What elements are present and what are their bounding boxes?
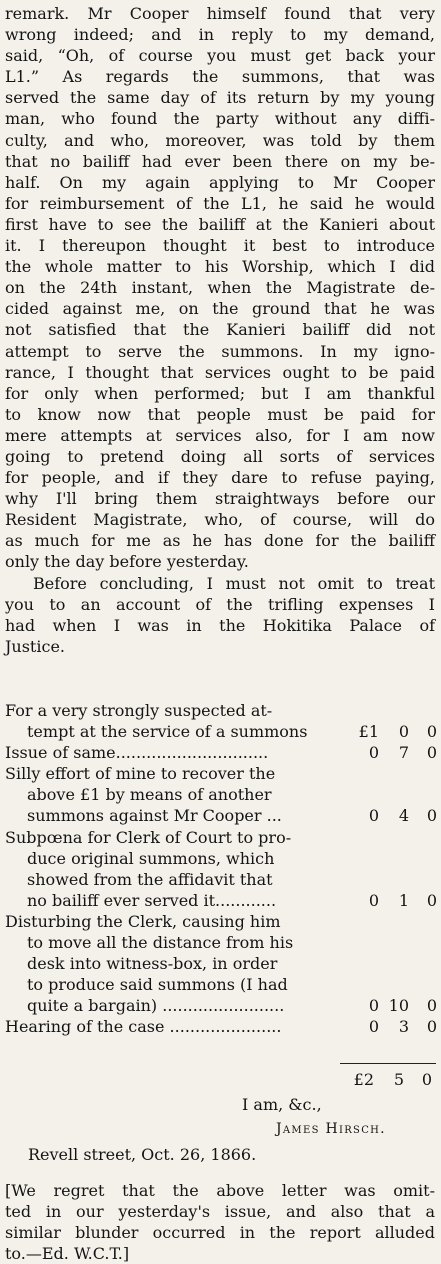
expense-pounds: 0 [368, 743, 379, 763]
letter-lines-line: rance, I thought that services ought to be paid [5, 362, 435, 382]
letter-lines-line: half. On my again applying to Mr Cooper [5, 172, 435, 192]
expense-pence: 0 [426, 996, 437, 1016]
letter-lines-line: for reimbursement of the L1, he said he would [5, 193, 435, 213]
letter-lines-line: mere attempts at services also, for I am now [5, 425, 435, 445]
signature: James Hirsch. [276, 1121, 386, 1137]
concluding-paragraph [5, 573, 435, 657]
expense-pounds: 0 [368, 890, 379, 910]
expense-line: quite a bargain) ........................ [27, 996, 285, 1016]
expense-item [5, 763, 437, 826]
letter-lines-line: as much for me as he has done for the bailiff [5, 531, 435, 551]
expense-amount [345, 742, 437, 763]
expense-shillings: 1 [398, 890, 409, 910]
note-lines-line: similar blunder occurred in the report alluded [5, 1223, 435, 1243]
total-rule [340, 1063, 436, 1064]
expense-item [5, 742, 437, 763]
expense-pence: 0 [426, 743, 437, 763]
expense-line: desk into witness-box, in order [27, 954, 278, 974]
expense-line: showed from the affidavit that [27, 869, 273, 889]
letter-lines-line: Resident Magistrate, who, of course, will do [5, 510, 435, 530]
expense-pounds: 0 [368, 1017, 379, 1037]
expense-line: above £1 by means of another [27, 785, 272, 805]
expense-line: For a very strongly suspected at- [5, 701, 273, 720]
closing-phrase: I am, &c., [242, 1095, 322, 1114]
expense-pounds: £1 [358, 722, 379, 742]
expense-shillings: 0 [398, 722, 409, 742]
editor-note [5, 1180, 435, 1264]
concluding-lines-line: Before concluding, I must not omit to treat [33, 574, 435, 593]
expense-pence: 0 [426, 806, 437, 826]
expense-item [5, 1016, 437, 1037]
expense-shillings: 10 [388, 996, 409, 1016]
letter-lines-line: served the same day of its return by my young [5, 88, 435, 108]
expense-line: Subpœna for Clerk of Court to pro- [5, 827, 292, 847]
letter-lines-line: culty, and who, moreover, was told by them [5, 130, 435, 150]
concluding-lines-line: you to an account of the trifling expenses I [5, 595, 435, 615]
letter-lines-line: for people, and if they dare to refuse paying, [5, 468, 435, 488]
expense-description [5, 827, 345, 911]
letter-lines-line: only the day before yesterday. [5, 552, 249, 572]
expense-pence: 0 [426, 1017, 437, 1037]
expense-amount [345, 827, 437, 911]
letter-lines-line: remark. Mr Cooper himself found that very [5, 4, 435, 23]
expense-line: tempt at the service of a summons [27, 722, 308, 742]
total-amount [345, 1070, 437, 1089]
letter-lines-line: that no bailiff had ever been there on my be- [5, 151, 435, 171]
letter-lines-line: first have to see the bailiff at the Kanieri about [5, 214, 435, 234]
expense-amount [345, 700, 437, 742]
expense-shillings: 4 [398, 806, 409, 826]
note-lines-line: ted in our yesterday's issue, and also that a [5, 1202, 435, 1222]
expense-line: to produce said summons (I had [27, 975, 288, 995]
letter-lines-line: why I'll bring them straightways before our [5, 489, 435, 509]
letter-lines-line: L1.” As regards the summons, that was [5, 67, 435, 87]
letter-lines-line: to know now that people must be paid for [5, 404, 435, 424]
expense-shillings: 7 [398, 743, 409, 763]
expense-pounds: 0 [368, 806, 379, 826]
expense-pence: 0 [426, 722, 437, 742]
expense-description [5, 911, 345, 1016]
total-shillings: 5 [393, 1070, 404, 1089]
letter-lines-line: the whole matter to his Worship, which I did [5, 257, 435, 277]
expense-item [5, 700, 437, 742]
expense-description [5, 700, 345, 742]
expense-description [5, 763, 345, 826]
expense-line: to move all the distance from his [27, 933, 294, 953]
total-pounds: £2 [353, 1070, 374, 1089]
letter-lines-line: not satisfied that the Kanieri bailiff did not [5, 320, 435, 340]
expense-line: Hearing of the case ...................... [5, 1017, 282, 1037]
expense-description [5, 1016, 345, 1037]
expense-line: no bailiff ever served it............ [27, 890, 277, 910]
letter-body [5, 3, 435, 573]
note-lines-line: to.—Ed. W.C.T.] [5, 1244, 130, 1264]
letter-lines-line: it. I thereupon thought it best to introduce [5, 236, 435, 256]
letter-lines-line: attempt to serve the summons. In my igno- [5, 341, 435, 361]
letter-lines-line: for only when performed; but I am thankful [5, 383, 435, 403]
letter-lines-line: on the 24th instant, when the Magistrate de- [5, 278, 435, 298]
expense-table [5, 700, 437, 1038]
note-lines-line: [We regret that the above letter was omit- [5, 1181, 435, 1200]
expense-line: duce original summons, which [27, 848, 275, 868]
expense-line: Silly effort of mine to recover the [5, 764, 276, 784]
letter-lines-line: said, “Oh, of course you must get back your [5, 46, 435, 66]
total-pence: 0 [421, 1070, 432, 1089]
expense-pounds: 0 [368, 996, 379, 1016]
expense-shillings: 3 [398, 1017, 409, 1037]
expense-amount [345, 763, 437, 826]
letter-lines-line: man, who found the party without any diffi- [5, 109, 435, 129]
concluding-lines-line: Justice. [5, 637, 65, 657]
concluding-lines-line: had when I was in the Hokitika Palace of [5, 616, 435, 636]
letter-lines-line: cided against me, on the ground that he was [5, 299, 435, 319]
letter-lines-line: going to pretend doing all sorts of services [5, 446, 435, 466]
expense-line: Disturbing the Clerk, causing him [5, 911, 281, 931]
expense-line: summons against Mr Cooper ... [27, 806, 282, 826]
expense-description [5, 742, 345, 763]
letter-lines-line: wrong indeed; and in reply to my demand, [5, 25, 435, 45]
expense-item [5, 827, 437, 911]
address-date: Revell street, Oct. 26, 1866. [28, 1145, 257, 1164]
expense-amount [345, 1016, 437, 1037]
expense-amount [345, 911, 437, 1016]
expense-line: Issue of same.............................. [5, 743, 269, 763]
expense-pence: 0 [426, 890, 437, 910]
expense-item [5, 911, 437, 1016]
